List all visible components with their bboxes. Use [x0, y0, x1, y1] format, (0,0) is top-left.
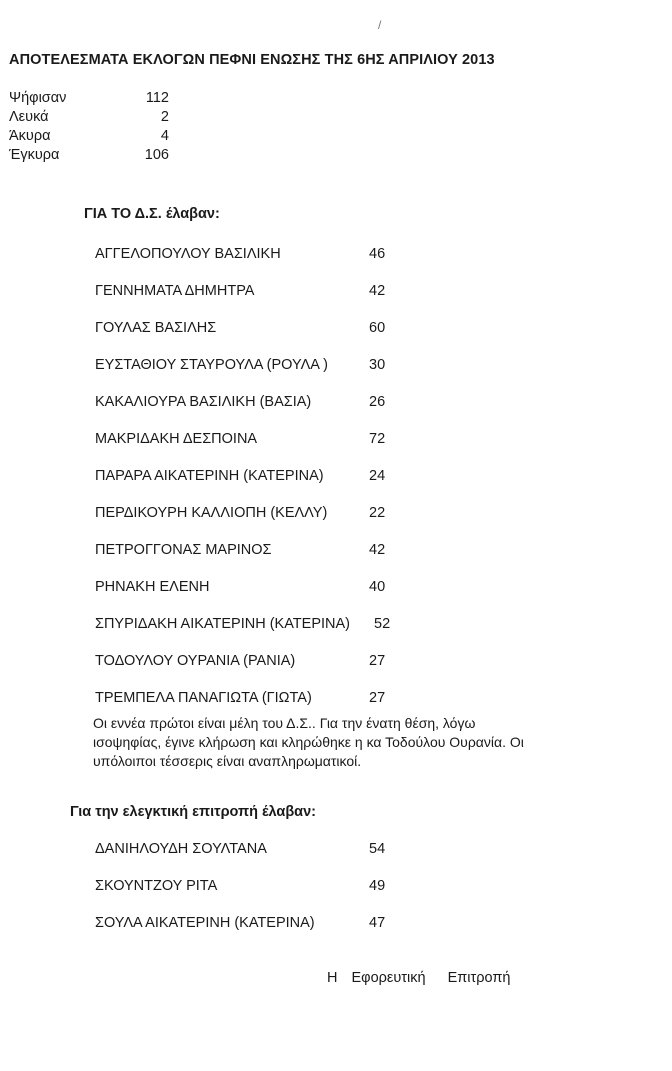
candidate-name: ΠΑΡΑΡΑ ΑΙΚΑΤΕΡΙΝΗ (ΚΑΤΕΡΙΝΑ) [95, 468, 324, 484]
board-note [93, 714, 653, 771]
signature-word: Επιτροπή [447, 970, 511, 986]
candidate-name: ΕΥΣΤΑΘΙΟΥ ΣΤΑΥΡΟΥΛΑ (ΡΟΥΛΑ ) [95, 357, 329, 373]
candidate-name: ΜΑΚΡΙΔΑΚΗ ΔΕΣΠΟΙΝΑ [95, 431, 258, 447]
stat-label: Λευκά [9, 109, 49, 125]
candidate-votes: 22 [369, 505, 386, 521]
candidate-votes: 26 [369, 394, 386, 410]
candidate-votes: 27 [369, 653, 386, 669]
stat-value: 106 [144, 147, 169, 163]
candidate-votes: 47 [369, 915, 386, 931]
board-heading: ΓΙΑ ΤΟ Δ.Σ. έλαβαν: [84, 206, 220, 222]
candidate-votes: 49 [369, 878, 386, 894]
candidate-votes: 46 [369, 246, 386, 262]
candidate-name: ΠΕΤΡΟΓΓΟΝΑΣ ΜΑΡΙΝΟΣ [95, 542, 272, 558]
candidate-name: ΣΠΥΡΙΔΑΚΗ ΑΙΚΑΤΕΡΙΝΗ (ΚΑΤΕΡΙΝΑ) [95, 616, 350, 632]
note-line: ισοψηφίας, έγινε κλήρωση και κληρώθηκε η κα Τοδούλου Ουρανία. Οι [93, 734, 524, 750]
candidate-name: ΔΑΝΙΗΛΟΥΔΗ ΣΟΥΛΤΑΝΑ [95, 841, 267, 857]
candidate-votes: 60 [369, 320, 386, 336]
candidate-name: ΚΑΚΑΛΙΟΥΡΑ ΒΑΣΙΛΙΚΗ (ΒΑΣΙΑ) [95, 394, 312, 410]
candidate-name: ΤΟΔΟΥΛΟΥ ΟΥΡΑΝΙΑ (ΡΑΝΙΑ) [95, 653, 296, 669]
candidate-name: ΤΡΕΜΠΕΛΑ ΠΑΝΑΓΙΩΤΑ (ΓΙΩΤΑ) [95, 690, 312, 706]
candidate-votes: 54 [369, 841, 386, 857]
stat-value: 112 [145, 90, 169, 106]
stat-value: 4 [160, 128, 169, 144]
stat-label: Έγκυρα [9, 147, 60, 163]
candidate-name: ΓΟΥΛΑΣ ΒΑΣΙΛΗΣ [95, 320, 217, 336]
stat-label: Άκυρα [9, 128, 51, 144]
audit-heading: Για την ελεγκτική επιτροπή έλαβαν: [70, 804, 316, 820]
candidate-name: ΓΕΝΝΗΜΑΤΑ ΔΗΜΗΤΡΑ [95, 283, 255, 299]
candidate-votes: 40 [369, 579, 386, 595]
candidate-votes: 30 [369, 357, 386, 373]
note-line: υπόλοιποι τέσσερις είναι αναπληρωματικοί. [93, 753, 362, 769]
candidate-name: ΡΗΝΑΚΗ ΕΛΕΝΗ [95, 579, 210, 595]
candidate-votes: 42 [369, 283, 386, 299]
note-line: Οι εννέα πρώτοι είναι μέλη του Δ.Σ.. Για την ένατη θέση, λόγω [93, 715, 476, 731]
candidate-votes: 42 [369, 542, 386, 558]
signature-line [327, 970, 510, 986]
candidate-votes: 52 [374, 616, 391, 632]
stat-label: Ψήφισαν [9, 90, 67, 106]
candidate-votes: 72 [369, 431, 386, 447]
page-title: ΑΠΟΤΕΛΕΣΜΑΤΑ ΕΚΛΟΓΩΝ ΠΕΦΝΙ ΕΝΩΣΗΣ ΤΗΣ 6ΗΣ ΑΠΡΙΛΙΟΥ 2013 [9, 52, 495, 68]
candidate-name: ΣΟΥΛΑ ΑΙΚΑΤΕΡΙΝΗ (ΚΑΤΕΡΙΝΑ) [95, 915, 315, 931]
candidate-votes: 27 [369, 690, 386, 706]
signature-word: Η [327, 970, 338, 986]
candidate-name: ΠΕΡΔΙΚΟΥΡΗ ΚΑΛΛΙΟΠΗ (ΚΕΛΛΥ) [95, 505, 328, 521]
candidate-name: ΑΓΓΕΛΟΠΟΥΛΟΥ ΒΑΣΙΛΙΚΗ [95, 246, 281, 262]
candidate-votes: 24 [369, 468, 386, 484]
signature-word: Εφορευτική [351, 970, 426, 986]
stat-value: 2 [160, 109, 169, 125]
scan-mark: / [378, 18, 382, 32]
candidate-name: ΣΚΟΥΝΤΖΟΥ ΡΙΤΑ [95, 878, 218, 894]
